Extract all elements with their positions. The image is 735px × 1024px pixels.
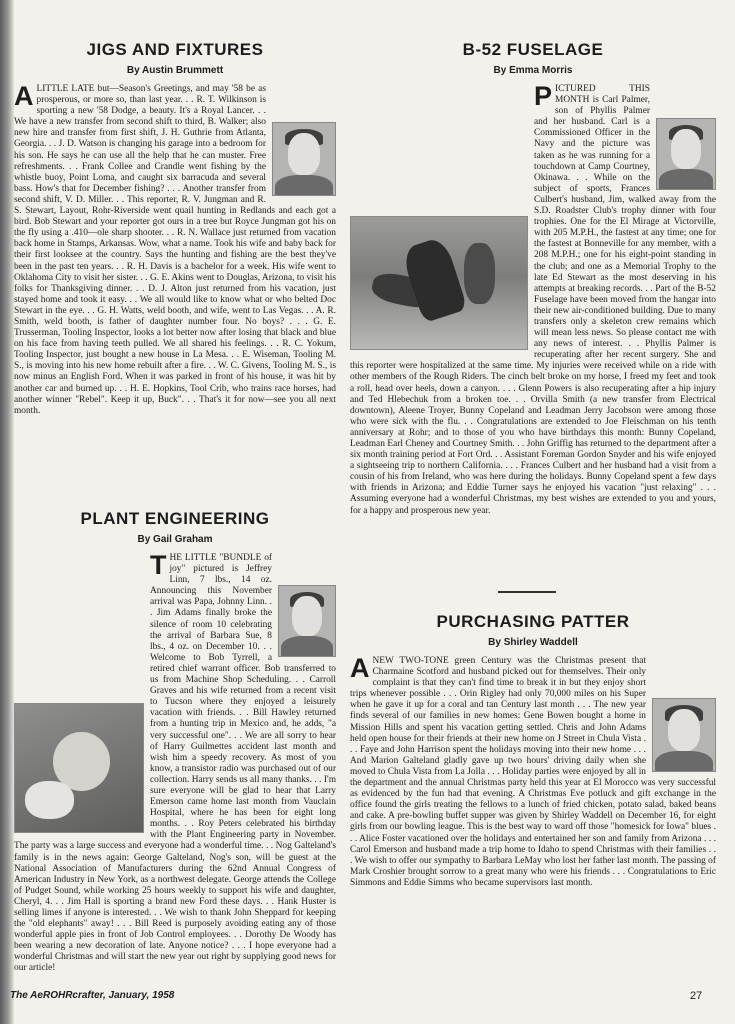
plant-engineering-text: HE LITTLE "BUNDLE of joy" pictured is Jeffrey Linn, 7 lbs., 14 oz. Announcing this November arrival was Papa, Johnny Linn. . . Jim Adams finally broke the silence of room 10 celebrating the arrival of Barbara Sue, 8 lbs., 4 oz. on December 10. . . Welcome to Bob Tyrrell, a retired chief warrant officer. Bob transferred to us from Machine Shop Scheduling. . . Carroll Graves and his wife returned from a recent visit to Tucson where they enjoyed a leisurely vacation with friends. . . Bill Hawley returned from a hunting trip in Mexico and, he adds, "a very successful one". . . We are all sorry to hear of Harry Guilmettes accident last month and wish him a speedy recovery. As most of you know, a transistor radio was purchased out of our collection. Harry sends us all many thanks. . . I'm sure everyone will be glad to hear that Larry Emerson came home last month from Vauclain Hospital, where he has been for eight long months. . . Roy Peters celebrated his birthday with the Plant Engineering party in November. The party was a large success and everyone had a wonderful time. . . Nog Galteland's family is in the news again: George Galteland, Nog's son, will be guest at the National Association of Manufacturers during the 62nd Annual Congress of American Industry in New York, as a northwest delegate. George attends the College of Pudget Sound, while working 25 hours weekly to support his wife and daughter, Cheryl, 4. . . Jim Hall is sporting a brand new Ford these days. . . Hank Huster is selling limes if anyone is interested. . . We wish to thank John Sheppard for keeping the "old elephants" away! . . . Bill Reed is purposely avoiding eating any of those wonderful apple pies in front of Job Control employees. . . Dorothy De Woody has been wearing a new decoration of late. Anyone notice? . . . I hope everyone had a wonderful Christmas and will start the new year out right by supplying good news for our article! [14,553,336,974]
baby-photo [14,703,144,833]
author-portrait-photo [656,118,716,190]
plant-engineering-byline: By Gail Graham [137,534,213,545]
plant-engineering-dropcap: T [150,550,167,580]
purchasing-patter-body [350,653,716,889]
purchasing-patter-byline: By Shirley Waddell [488,637,578,648]
jigs-fixtures-column [14,40,336,417]
b52-fuselage-title: B-52 FUSELAGE [462,40,604,59]
author-portrait-photo [278,585,336,657]
b52-fuselage-byline: By Emma Morris [493,65,573,76]
plant-engineering-body [14,550,336,975]
purchasing-patter-dropcap: A [350,653,370,683]
b52-fuselage-body [350,81,716,517]
b52-fuselage-dropcap: P [534,81,553,111]
jigs-fixtures-dropcap: A [14,81,34,111]
plant-engineering-title: PLANT ENGINEERING [80,509,270,528]
jigs-fixtures-byline: By Austin Brummett [126,65,224,76]
b52-fuselage-text: ICTURED THIS MONTH is Carl Palmer, son of Phyllis Palmer and her husband. Carl is a Commissioned Officer in the Navy and the picture was taken as he was running for a touchdown at Camp Courtney, Okinawa. . . While on the subject of sports, Frances Culbert's husband, Jim, walked away from the S.D. Roadster Club's trophy dinner with four trophies. One for the El Mirage at Victorville, with 205 M.P.H., the fastest at any time; one for the fastest at Bonneville for any member, with a 208 M.P.H.; one for his eight-point standing in the club; and one as a Memorial Trophy to the late Ed Stewart as the most deserving in his attempts at breaking records. . . Part of the B-52 Fuselage have been moved from the hangar into their new air-conditioned building. Due to many transfers only a skeleton crew remains which will mean less news. So please contact me with any news of interest. . . Phyllis Palmer is recuperating after her recent surgery. She and this reporter were hospitalized at the same time. My injuries were received while on a ride with other members of the Rough Riders. The cinch belt broke on my horse, I freed my feet and took a roll, head over heels, down a canyon. . . . Glenn Powers is also recuperating after a hip injury and Ted Hlebechuk from a broken toe. . . Orvilla Smith (a new transfer from Electrical downtown), Aleene Troyer, Bunny Copeland and Leadman Jerry Jacobson were among those who were sick with the flu. . . Congratulations are extended to Joe Fleischman on his tenth anniversary at Rohr; and to those of you who have birthdays this month: Bunny Copeland, Leadman Earl Cheney and Courtney Smith. . . John Griffig has returned to the department after a six month training period at Fort Ord. . . Assistant Foreman Gordon Snyder and his wife enjoyed a sightseeing trip to northern California. . . . Frances Culbert and her husband had a visit from a cousin of his from Ireland, who was here during the holidays. Bunny Copeland spent a few days with friends in Arizona; and Eddie Turner says he enjoyed his vacation "just relaxing" . . . Assuming everyone had a wonderful Christmas, my best wishes are extended to you and yours, for a happy and prosperous new year. [350,84,716,516]
purchasing-patter-column [350,612,716,889]
page-number: 27 [690,990,703,1002]
jigs-fixtures-text: LITTLE LATE but—Season's Greetings, and may '58 be as prosperous, or more so, than last year. . . R. T. Wilkinson is sporting a new '58 Dodge, a beauty. It's a Royal Lancer. . . We have a new transfer from second shift to third, B. Walker; also new hire and transfer from first shift, J. H. Guthrie from Atlanta, Georgia. . . J. D. Watson is changing his garage into a bedroom for his son. He says he can use all the help that he can muster. Free refreshments. . . Frank Collee and Crandle went fishing by the whistle buoy, Point Loma, and caught six barracuda and several bass. How's that for December fishing? . . . Another transfer from second shift, V. D. Miller. . . This reporter, R. V. Jungman and R. S. Stewart, Layout, Rohr-Riverside went quail hunting in Redlands and each got a bird. Bob Stewart and your reporter got ours in a tree but Royce Jungman got his on the fly using a .410—ole sharp shooter. . . R. N. Wallace just returned from vacation back home in Stamps, Arkansas. Wow, what a name. Took his wife and baby back for their first looksee at the country. Says the hunting and fishing are the best they've been in the past ten years. . . R. H. Davis is a bachelor for a week. His wife went to Oklahoma City to visit her sister. . . G. E. Akins went to Douglas, Arizona, to visit his folks for Thanksgiving dinner. . . D. J. Alton just returned from his vacation, just stayed home and took it easy. . . We all would like to know what or who belted Doc Stewart in the eye. . . G. H. Watts, weld booth, and wife, went to Las Vegas. . . A. R. Smith, weld booth, is father of daughter number four. No boys? . . . G. E. Trusserman, Tooling Inspector, looks a lot better now after losing that black and blue on his face from having teeth pulled. We all shared his feelings. . . R. C. Yokum, Tooling Inspector, just bought a new house in La Mesa. . . E. Wiseman, Tooling M. S., is moving into his new home rebuilt after a fire. . . W. C. Givens, Tooling M. S., is now minus an English Ford. When it was parked in front of his house, it was hit by another car and burned up. . . H. E. Hopkins, Tool Crib, who trains race horses, had another winner "Rebel". Keep it up, Buck". . . That's it for now—see you all next month. [14,84,336,416]
plant-engineering-column [14,509,336,975]
football-photo [350,216,528,350]
purchasing-patter-text: NEW TWO-TONE green Century was the Christmas present that Charmaine Scotford and husband picked out for themselves. Their only complaint is that they can't find time to break it in but they enjoy short trips whenever possible . . . Orin Rigley had only 70,000 miles on his Super when he gave it up for a coral and tan Century last month . . . The new year finds several of our families in new homes: Gene Bowen bought a home in Mission Hills and spent his vacation getting settled. Chris and John Adams held open house for their friends at their new home on J Street in Chula Vista . . . Faye and John Harrison spent the holidays moving into their new home . . . And Marion Galteland gladly gave up two hours' driving daily when she moved to Chula Vista from La Jolla . . . Holiday parties were enjoyed by all in the department and the annual Christmas party held this year at El Morocco was very successful as evidenced by the fun had that evening. A Christmas Eve potluck and gift exchange in the office found the girls treating the fellows to a lunch of fried chicken, potato salad, baked beans and cake. A pre-bowling buffet supper was given by Shirley Waddell on December 16, for eight girls from our bowling league. This is the best way to ward off those "homesick for Iowa" blues . . . Alice Foster vacationed over the holidays and entertained her son and family from Arizona . . . Carol Emerson and husband made a trip home to Idaho to spend Christmas with their families . . . We wish to offer our sympathy to Barbara LeMay who lost her father last month. The passing of Mark Croshier brought sorrow to a great many who were his friends . . . Congratulations to Eric Simmons and Eddie Simms who became supervisors last month. [350,656,716,888]
author-portrait-photo [272,122,336,196]
publication-footer: The AeROHRcrafter, January, 1958 [10,990,175,1001]
jigs-fixtures-body [14,81,336,417]
purchasing-patter-title: PURCHASING PATTER [436,612,630,631]
jigs-fixtures-title: JIGS AND FIXTURES [86,40,264,59]
author-portrait-photo [652,698,716,772]
section-divider [498,591,556,593]
b52-fuselage-column [350,40,716,517]
binding-gutter [0,0,14,1024]
